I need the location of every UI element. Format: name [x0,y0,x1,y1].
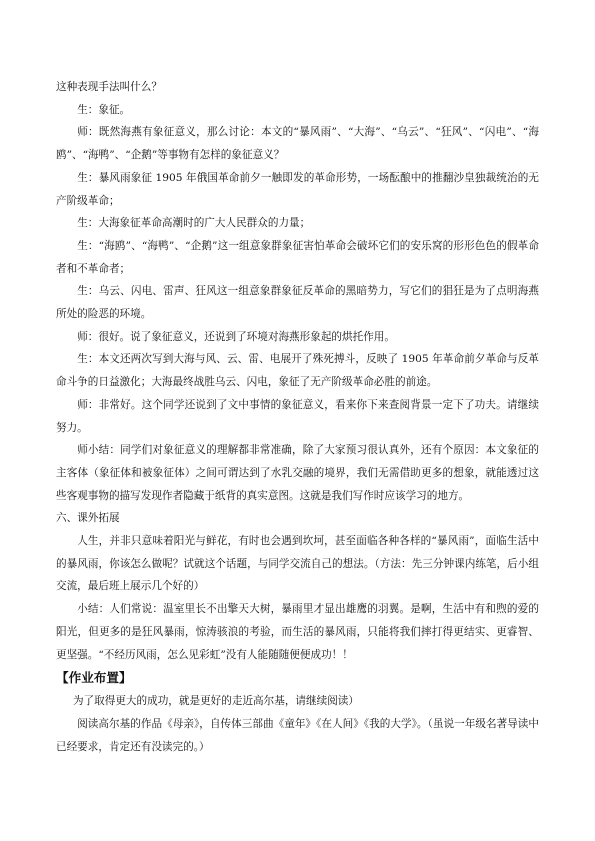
body-paragraph: 生：乌云、闪电、雷声、狂风这一组意象群象征反革命的黑暗势力，写它们的猖狂是为了点明海燕所处的险恶的环境。 [56,285,539,321]
section-six-paragraph-1: 人生，并非只意味着阳光与鲜花，有时也会遇到坎坷，甚至面临各种各样的“暴风雨”，面临生活中的暴风雨，你该怎么做呢？试就这个话题，与同学交流自己的想法。（方法：先三分钟课内练笔，后小组交流，最后班上展示几个好的） [56,535,539,593]
body-paragraph: 师：很好。说了象征意义，还说到了环境对海燕形象起的烘托作用。 [77,330,395,343]
dialogue-section [56,76,539,507]
body-paragraph: 师：既然海燕有象征意义，那么讨论：本文的“暴风雨”、“大海”、“乌云”、“狂风”、“闪电”、“海鸥”、“海鸭”、“企鹅”等事物有怎样的象征意义？ [56,126,539,162]
body-paragraph: 生：暴风雨象征 1905 年俄国革命前夕一触即发的革命形势，一场酝酿中的推翻沙皇独裁统治的无产阶级革命； [56,171,539,207]
body-paragraph: 师：非常好。这个同学还说到了文中事情的象征意义，看来你下来查阅背景一定下了功夫。请继续努力。 [56,398,539,434]
section-six-paragraph-2: 小结：人们常说：温室里长不出擎天大树，暴雨里才显出雄鹰的羽翼。是啊，生活中有和煦的爱的阳光，但更多的是狂风暴雨，惊涛骇浪的考验，而生活的暴风雨，只能将我们摔打得更结实、更睿智、更坚强。“不经历风雨，怎么见彩虹”没有人能随随便便成功！！ [56,603,539,661]
body-paragraph: 生：大海象征革命高潮时的广大人民群众的力量； [77,217,311,230]
body-paragraph: 生：象征。 [77,103,131,116]
body-paragraph: 生：本文还两次写到大海与风、云、雷、电展开了殊死搏斗，反映了 1905 年革命前夕革命与反革命斗争的日益激化；大海最终战胜乌云、闪电，象征了无产阶级革命必胜的前途。 [56,353,539,389]
homework-heading: 【作业布置】 [56,670,132,686]
homework-paragraph-2: 阅读高尔基的作品《母亲》，自传体三部曲《童年》《在人间》《我的大学》。（虽说一年级名著导读中已经要求，肯定还有没读完的。） [56,717,539,753]
homework-paragraph-1: 为了取得更大的成功，就是更好的走近高尔基，请继续阅读） [72,695,359,708]
body-paragraph: 生：“海鸥”、“海鸭”、“企鹅”这一组意象群象征害怕革命会破坏它们的安乐窝的形形色色的假革命者和不革命者； [56,239,539,275]
body-paragraph: 师小结：同学们对象征意义的理解都非常准确，除了大家预习很认真外，还有个原因：本文象征的主客体（象征体和被象征体）之间可谓达到了水乳交融的境界，我们无需借助更多的想象，就能透过这些客观事物的描写发现作者隐藏于纸背的真实意图。这就是我们写作时应该学习的地方。 [56,444,539,502]
body-paragraph: 这种表现手法叫什么？ [56,81,162,93]
section-six-title: 六、课外拓展 [56,512,120,525]
